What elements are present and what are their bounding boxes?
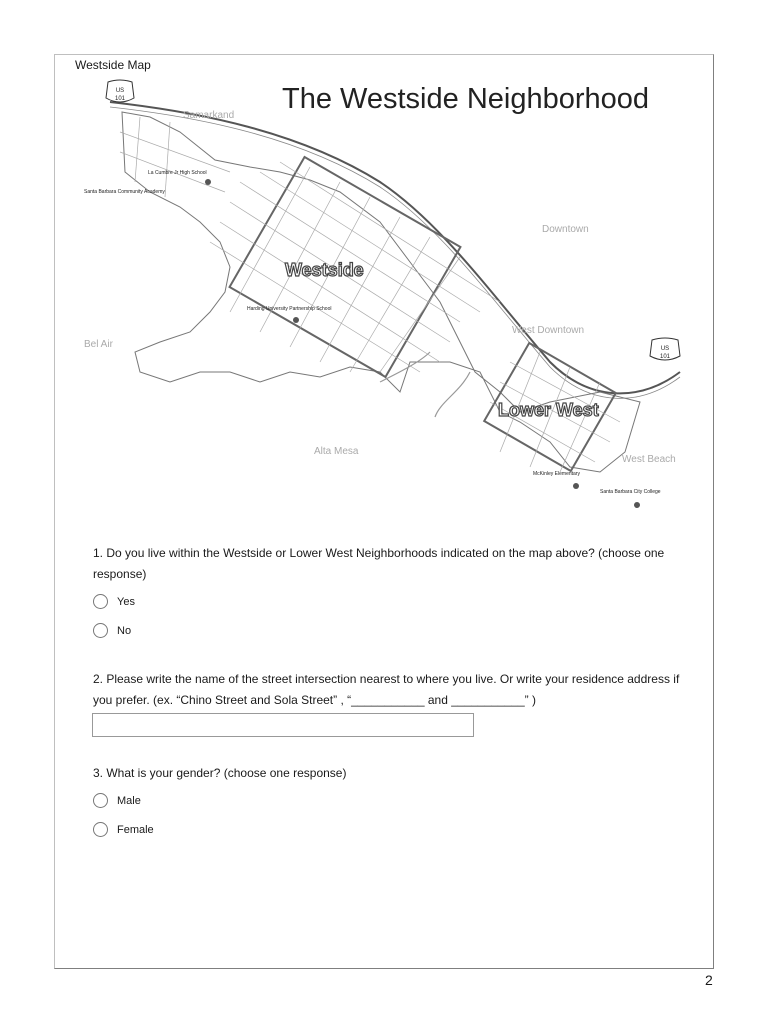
- question-3-text: 3. What is your gender? (choose one response): [93, 766, 347, 780]
- area-bel-air: Bel Air: [84, 339, 113, 350]
- radio-button[interactable]: [93, 822, 108, 837]
- area-alta-mesa: Alta Mesa: [314, 446, 359, 457]
- school-la-cumbre: La Cumbre Jr High School: [148, 170, 207, 176]
- q3-option-male[interactable]: [93, 793, 141, 808]
- q1-option-no-label: No: [117, 624, 132, 637]
- area-westside: Westside: [285, 260, 364, 280]
- us-101-shield-icon: [106, 80, 134, 102]
- school-sb-community-academy: Santa Barbara Community Academy: [84, 189, 165, 195]
- area-samarkand: Samarkand: [183, 110, 235, 121]
- school-icon: [293, 317, 299, 323]
- highway-101-line: [110, 102, 680, 393]
- radio-button[interactable]: [93, 623, 108, 638]
- school-icon: [634, 502, 640, 508]
- area-downtown: Downtown: [542, 224, 589, 235]
- radio-button[interactable]: [93, 594, 108, 609]
- school-icon: [205, 179, 211, 185]
- question-2-text: 2. Please write the name of the street intersection nearest to where you live. Or write your residence address if you prefer. (ex. “Chino Street and Sola Street” , “___________ and ___________” ): [93, 672, 680, 707]
- svg-text:101: 101: [114, 96, 126, 102]
- q1-option-yes-label: Yes: [117, 595, 135, 608]
- q3-option-female-label: Female: [117, 823, 154, 836]
- svg-text:101: 101: [659, 354, 671, 360]
- q1-option-no[interactable]: [93, 623, 131, 638]
- section-title: Westside Map: [75, 58, 151, 72]
- q3-option-female[interactable]: [93, 822, 154, 837]
- q3-option-male-label: Male: [117, 794, 141, 807]
- school-harding: Harding University Partnership School: [247, 306, 332, 312]
- school-icon: [573, 483, 579, 489]
- q2-answer-field[interactable]: [92, 713, 474, 737]
- area-lower-west: Lower West: [498, 400, 599, 420]
- svg-text:US: US: [660, 346, 670, 352]
- area-west-beach: West Beach: [622, 454, 676, 465]
- school-sbcc: Santa Barbara City College: [600, 489, 661, 495]
- question-1-text: 1. Do you live within the Westside or Lower West Neighborhoods indicated on the map above? (choose one response): [93, 546, 665, 581]
- q1-option-yes[interactable]: [93, 594, 135, 609]
- us-101-shield-icon-east: [650, 338, 680, 360]
- map-title: The Westside Neighborhood: [282, 83, 650, 115]
- area-west-downtown: West Downtown: [512, 325, 585, 336]
- page-number: 2: [705, 972, 713, 988]
- radio-button[interactable]: [93, 793, 108, 808]
- school-mckinley: McKinley Elementary: [533, 471, 580, 477]
- westside-map: [80, 72, 690, 517]
- svg-text:US: US: [115, 88, 125, 94]
